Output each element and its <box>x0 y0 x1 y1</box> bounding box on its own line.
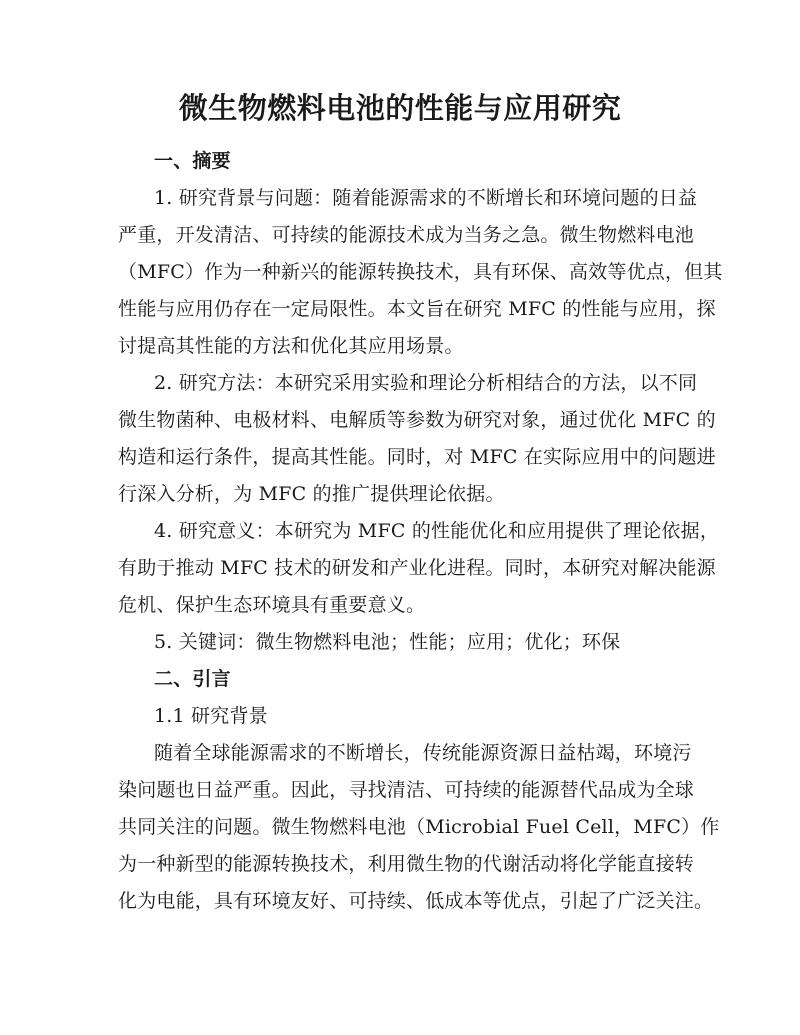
paragraph-line: 1. 研究背景与问题：随着能源需求的不断增长和环境问题的日益 <box>154 187 698 209</box>
paragraph-line: 4. 研究意义：本研究为 MFC 的性能优化和应用提供了理论依据， <box>154 520 720 542</box>
paragraph-line: （MFC）作为一种新兴的能源转换技术，具有环保、高效等优点，但其 <box>118 261 723 283</box>
paragraph-line: 行深入分析，为 MFC 的推广提供理论依据。 <box>118 483 505 505</box>
paragraph-line: 2. 研究方法：本研究采用实验和理论分析相结合的方法，以不同 <box>154 372 698 394</box>
paragraph-line: 化为电能，具有环境友好、可持续、低成本等优点，引起了广泛关注。 <box>118 890 714 912</box>
subsection-heading-background: 1.1 研究背景 <box>154 705 268 727</box>
paragraph-line: 性能与应用仍存在一定局限性。本文旨在研究 MFC 的性能与应用，探 <box>118 298 716 320</box>
paragraph-line: 危机、保护生态环境具有重要意义。 <box>118 594 426 616</box>
paragraph-line: 微生物菌种、电极材料、电解质等参数为研究对象，通过优化 MFC 的 <box>118 409 716 431</box>
paragraph-line: 严重，开发清洁、可持续的能源技术成为当务之急。微生物燃料电池 <box>118 224 695 246</box>
paragraph-line: 有助于推动 MFC 技术的研发和产业化进程。同时，本研究对解决能源 <box>118 557 716 579</box>
document-title: 微生物燃料电池的性能与应用研究 <box>178 91 622 125</box>
section-heading-introduction: 二、引言 <box>154 668 231 690</box>
section-heading-abstract: 一、摘要 <box>154 150 231 172</box>
paragraph-line: 共同关注的问题。微生物燃料电池（Microbial Fuel Cell，MFC）作 <box>118 816 720 838</box>
paragraph-line: 染问题也日益严重。因此，寻找清洁、可持续的能源替代品成为全球 <box>118 779 695 801</box>
paragraph-line: 讨提高其性能的方法和优化其应用场景。 <box>118 335 464 357</box>
paragraph-line: 为一种新型的能源转换技术，利用微生物的代谢活动将化学能直接转 <box>118 853 695 875</box>
paragraph-line: 构造和运行条件，提高其性能。同时，对 MFC 在实际应用中的问题进 <box>118 446 716 468</box>
keywords-line: 5. 关键词：微生物燃料电池；性能；应用；优化；环保 <box>154 631 621 653</box>
paragraph-line: 随着全球能源需求的不断增长，传统能源资源日益枯竭，环境污 <box>154 742 692 764</box>
